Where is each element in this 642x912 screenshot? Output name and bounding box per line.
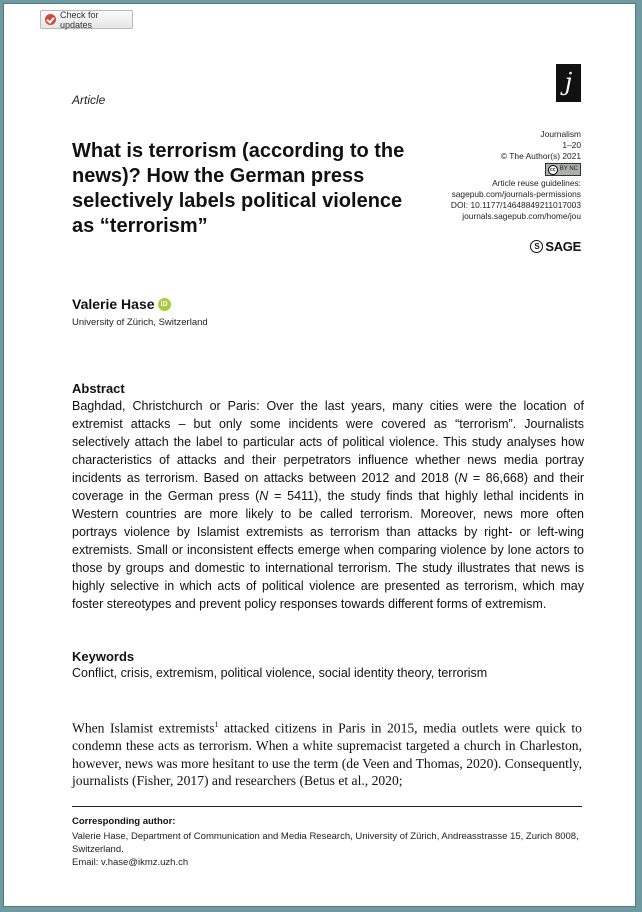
journal-url[interactable]: journals.sagepub.com/home/jou <box>462 211 581 221</box>
abstract-text: Baghdad, Christchurch or Paris: Over the last years, many cities were the location of extremist attacks – but only some incidents were covered as “terrorism”. Journalists selectively attach the label to particular acts of political violence. This study analyses how characteristics of attacks and their perpetrators influence whether news media portray incidents as terrorism. Based on attacks between 2012 and 2018 (N = 86,668) and their coverage in the German press (N = 5411), the study finds that highly lethal incidents in Western countries are more likely to be called terrorism. Moreover, news more often portrays violence by Islamist extremists as terrorism than attacks by right- or left-wing extremists. Small or inconsistent effects emerge when comparing violence by lone actors to those by groups and domestic to international terrorism. The study illustrates that news is highly selective in which acts of political violence are presented as terrorism, which may foster stereotypes and prevent policy responses towards different forms of extremism. <box>72 399 584 611</box>
sage-icon: S <box>530 240 543 253</box>
sage-logo <box>530 239 581 254</box>
corresponding-details <box>72 830 584 869</box>
check-updates-icon <box>45 14 56 25</box>
article-type-label: Article <box>72 93 106 107</box>
cc-license-badge[interactable] <box>545 163 581 176</box>
copyright: © The Author(s) 2021 <box>500 151 581 161</box>
check-for-updates-label: Check for updates <box>60 9 99 30</box>
keywords-text: Conflict, crisis, extremism, political violence, social identity theory, terrorism <box>72 666 488 680</box>
reuse-label: Article reuse guidelines: <box>492 178 581 188</box>
footnote-divider <box>72 806 582 807</box>
check-for-updates-button[interactable] <box>40 10 133 29</box>
journal-metadata <box>451 129 581 222</box>
author-name: Valerie Hase <box>72 296 155 312</box>
abstract-heading: Abstract <box>72 381 125 396</box>
journal-logo: j <box>556 64 581 102</box>
author <box>72 296 171 312</box>
body-paragraph: When Islamist extremists$^1$ attacked citizens in Paris in 2015, media outlets were quick to condemn these acts as terrorism. When a white supremacist targeted a church in Charleston, however, news was more hesitant to use the term (de Veen and Thomas, 2020). Consequently, journalists (Fisher, 2017) and researchers (Betus et al., 2020; <box>72 720 582 789</box>
cc-license-label: BY NC <box>559 166 578 172</box>
corresponding-heading: Corresponding author: <box>72 816 176 827</box>
article-title: What is terrorism (according to the news)? How the German press selectively labels political violence as “terrorism” <box>72 140 405 237</box>
doi[interactable]: DOI: 10.1177/14648849211017003 <box>450 200 581 210</box>
footnote-marker[interactable]: 1 <box>214 720 219 729</box>
corresponding-email[interactable]: Email: v.hase@ikmz.uzh.ch <box>72 857 189 868</box>
journal-name: Journalism <box>540 129 581 139</box>
article-page <box>3 3 636 907</box>
cc-icon: cc <box>548 165 558 175</box>
reuse-link[interactable]: sagepub.com/journals-permissions <box>451 189 581 199</box>
orcid-icon[interactable]: iD <box>158 298 171 311</box>
publisher-name: SAGE <box>545 239 581 254</box>
corresponding-address: Valerie Hase, Department of Communication and Media Research, University of Zürich, Andreasstrasse 15, Zurich 8008, Switzerland. <box>72 831 579 855</box>
author-affiliation: University of Zürich, Switzerland <box>72 317 208 328</box>
page-range: 1–20 <box>562 140 581 150</box>
keywords-heading: Keywords <box>72 649 135 664</box>
